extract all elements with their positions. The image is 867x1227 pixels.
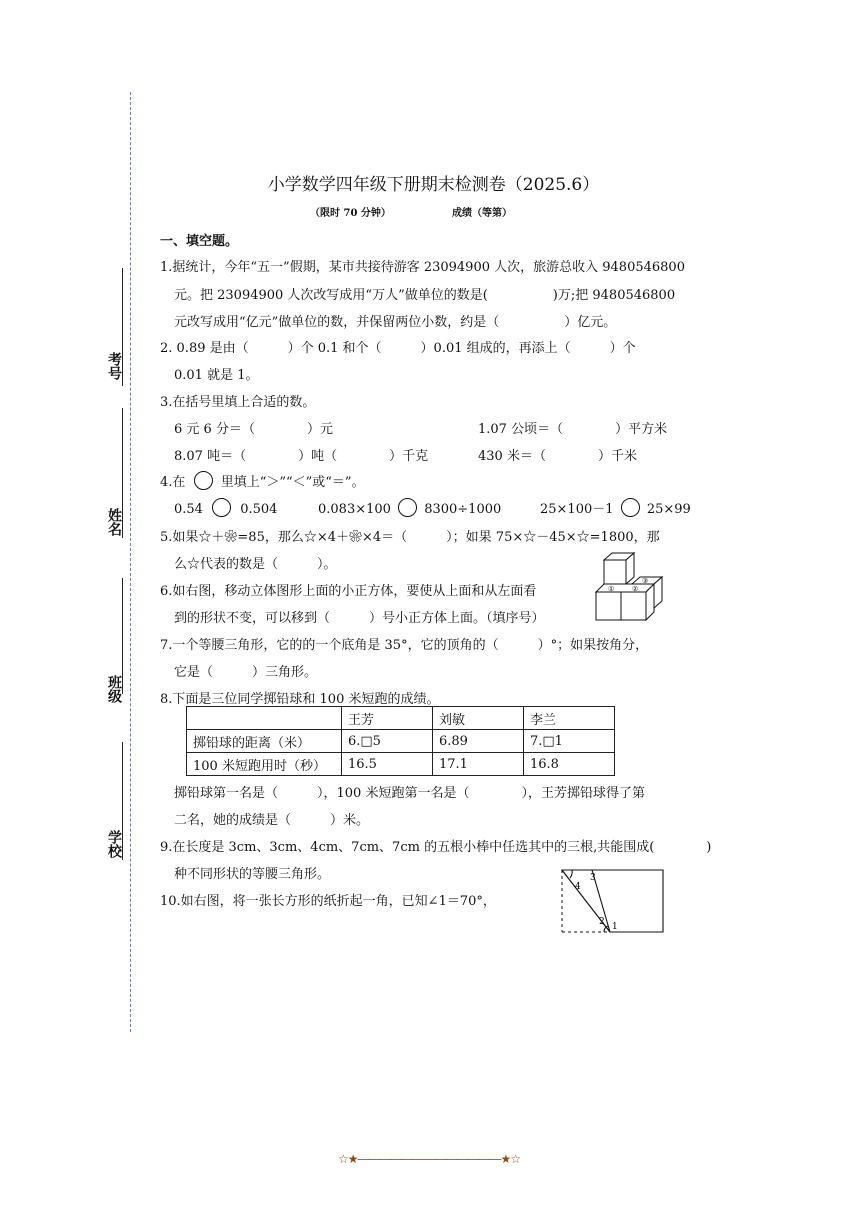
q8-line3: 二名，她的成绩是（ ）米。 [174,813,370,828]
class-label: 班级 [106,675,122,703]
q4-suffix: 里填上“＞”“＜”或“＝”。 [220,475,365,490]
answer-circle-b[interactable] [398,498,417,517]
table-header-cell [187,707,342,730]
table-row [187,753,615,776]
footer-ornament: ☆★―――――――――――――★☆ [338,1152,521,1166]
q4-compare-a [174,498,277,517]
exam-no-label: 考号 [106,352,122,380]
table-cell: 17.1 [433,753,524,776]
binding-dashed-line [130,92,131,1032]
table-header-cell: 刘敏 [433,707,524,730]
q4-c-left: 25×100－1 [540,502,614,517]
q3-line1: 3.在括号里填上合适的数。 [160,395,316,410]
q6-line1: 6.如右图，移动立体图形上面的小正方体，要使从上面和从左面看 [160,584,537,599]
q3-item-a: 6 元 6 分＝（ ）元 [174,422,333,437]
name-label: 姓名 [106,508,122,536]
scores-table [186,706,615,776]
school-label: 学校 [106,830,122,858]
angle-label-3: 3 [590,873,596,883]
table-header-cell: 李兰 [524,707,615,730]
table-header-row [187,707,615,730]
q10-line1: 10.如右图，将一张长方形的纸折起一角，已知∠1＝70°， [160,894,496,909]
q8-line1: 8.下面是三位同学掷铅球和 100 米短跑的成绩。 [160,692,440,707]
table-cell: 掷铅球的距离（米） [187,730,342,753]
q4-b-right: 8300÷1000 [424,502,502,517]
q9-line1: 9.在长度是 3cm、3cm、4cm、7cm、7cm 的五根小棒中任选其中的三根,共能围成( ) [160,840,712,855]
q1-line1: 1.据统计，今年“五一”假期，某市共接待游客 23094900 人次，旅游总收入 9480546800 [160,260,685,275]
table-header-cell: 王芳 [342,707,433,730]
q4-a-right: 0.504 [240,502,278,517]
q1-line3: 元改写成用“亿元”做单位的数，并保留两位小数，约是（ ）亿元。 [174,315,617,330]
angle-label-2: 2 [599,917,605,927]
time-limit: （限时 70 分钟） [310,208,391,219]
q4-compare-c [540,498,691,517]
table-cell: 16.5 [342,753,433,776]
q5-line1: 5.如果☆＋❀=85，那么☆×4＋❀×4＝（ ）；如果 75×☆－45×☆=1800，那 [160,530,660,545]
q1-line2: 元。把 23094900 人次改写成用“万人”做单位的数是( )万;把 9480546800 [174,288,676,303]
angle-label-1: 1 [612,922,618,932]
q9-line2: 种不同形状的等腰三角形。 [174,867,331,882]
q4-line1 [160,471,365,490]
score-field: 成绩（等第） [452,208,512,219]
compare-circle-icon [194,471,213,490]
q7-line1: 7.一个等腰三角形，它的的一个底角是 35°，它的顶角的（ ）°；如果按角分， [160,638,649,653]
q4-c-right: 25×99 [646,502,691,517]
q4-prefix: 4.在 [160,475,186,490]
table-cell: 6.□5 [342,730,433,753]
q3-item-b: 1.07 公顷＝（ ）平方米 [478,422,668,437]
table-row [187,730,615,753]
q3-item-c: 8.07 吨＝（ ）吨（ ）千克 [174,449,429,464]
q4-a-left: 0.54 [174,502,203,517]
q8-line2: 掷铅球第一名是（ ），100 米短跑第一名是（ ），王芳掷铅球得了第 [174,786,645,801]
table-cell: 6.89 [433,730,524,753]
table-cell: 7.□1 [524,730,615,753]
folded-rectangle-figure [558,866,668,938]
cube-label-3: ③ [642,577,649,585]
answer-circle-c[interactable] [621,498,640,517]
table-cell: 16.8 [524,753,615,776]
cube-label-1: ① [608,585,615,593]
answer-circle-a[interactable] [212,498,231,517]
section-heading: 一、填空题。 [160,234,239,249]
cube-label-2: ② [632,585,639,593]
cube-stack-figure [592,550,668,626]
q4-b-left: 0.083×100 [318,502,391,517]
table-cell: 100 米短跑用时（秒） [187,753,342,776]
q2-line2: 0.01 就是 1。 [174,368,259,383]
q2-line1: 2. 0.89 是由（ ）个 0.1 和个（ ）0.01 组成的，再添上（ ）个 [160,341,636,356]
q7-line2: 它是（ ）三角形。 [174,665,318,680]
angle-label-4: 4 [575,882,581,892]
page-title: 小学数学四年级下册期末检测卷（2025.6） [267,175,600,195]
q3-item-d: 430 米＝（ ）千米 [478,449,637,464]
q4-compare-b [318,498,501,517]
q6-line2: 到的形状不变，可以移到（ ）号小正方体上面。（填序号） [174,611,545,626]
q5-line2: 么☆代表的数是（ ）。 [174,557,337,572]
